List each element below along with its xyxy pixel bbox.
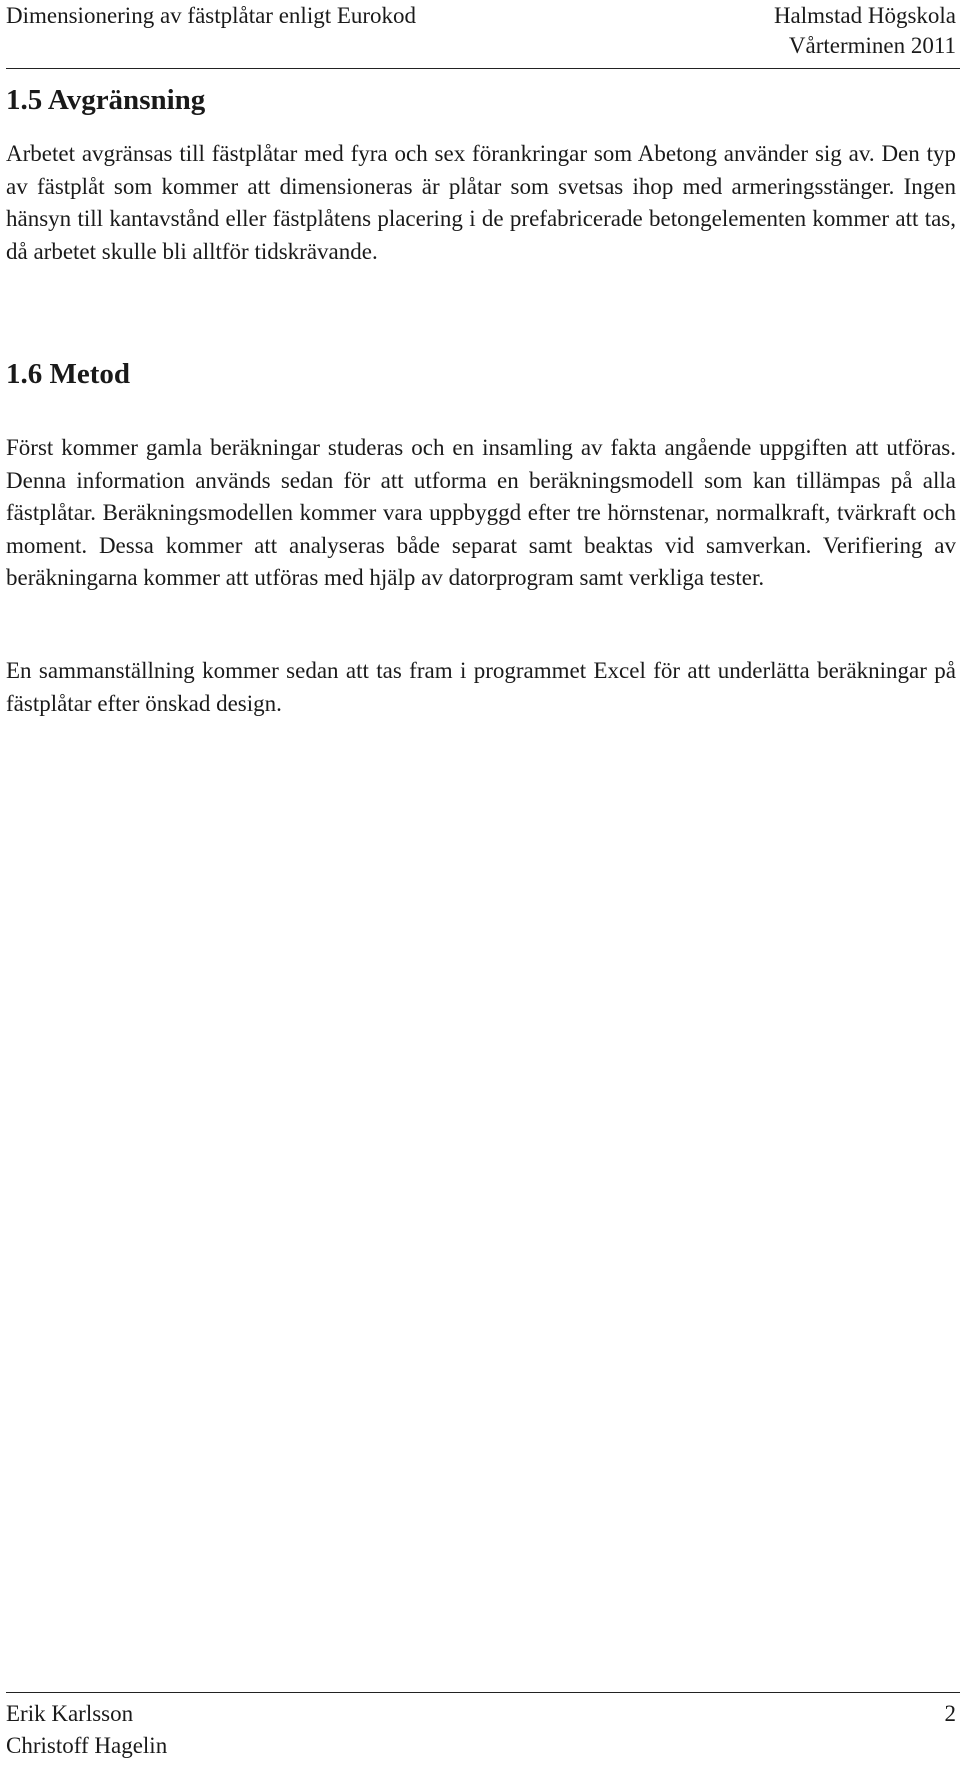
header-info: [774, 1, 956, 61]
term-label: Vårterminen 2011: [788, 33, 956, 58]
page-header: [6, 0, 960, 69]
institution-name: Halmstad Högskola: [773, 3, 956, 28]
paragraph-avgransning: Arbetet avgränsas till fästplåtar med fyra och sex förankringar som Abetong använder sig av. Den typ av fästplåt som kommer att dimensioneras är plåtar som svetsas ihop med armeringsstänger. Ingen hänsyn till kantavstånd eller fästplåtens placering i de prefabricerade betongelementen kommer att tas, då arbetet skulle bli alltför tidskrävande.: [6, 141, 956, 264]
page-number: 2: [944, 1701, 956, 1726]
authors: [6, 1698, 167, 1762]
paragraph-metod-1: Först kommer gamla beräkningar studeras och en insamling av fakta angående uppgiften att utföras. Denna information används sedan för att utforma en beräkningsmodell som kan tillämpas på alla fästplåtar. Beräkningsmodellen kommer vara uppbyggd efter tre hörnstenar, normalkraft, tvärkraft och moment. Dessa kommer att analyseras både separat samt beaktas vid samverkan. Verifiering av beräkningarna kommer att utföras med hjälp av datorprogram samt verkliga tester.: [6, 435, 956, 590]
paragraph-metod-2: En sammanställning kommer sedan att tas fram i programmet Excel för att underlätta beräkningar på fästplåtar efter önskad design.: [6, 658, 956, 716]
section-heading-metod: 1.6 Metod: [6, 358, 131, 390]
document-title: Dimensionering av fästplåtar enligt Eurokod: [6, 3, 417, 28]
section-heading-avgransning: 1.5 Avgränsning: [6, 84, 206, 116]
page-footer: [6, 1692, 960, 1758]
author-name: Erik Karlsson: [6, 1701, 134, 1726]
author-name: Christoff Hagelin: [6, 1733, 168, 1758]
